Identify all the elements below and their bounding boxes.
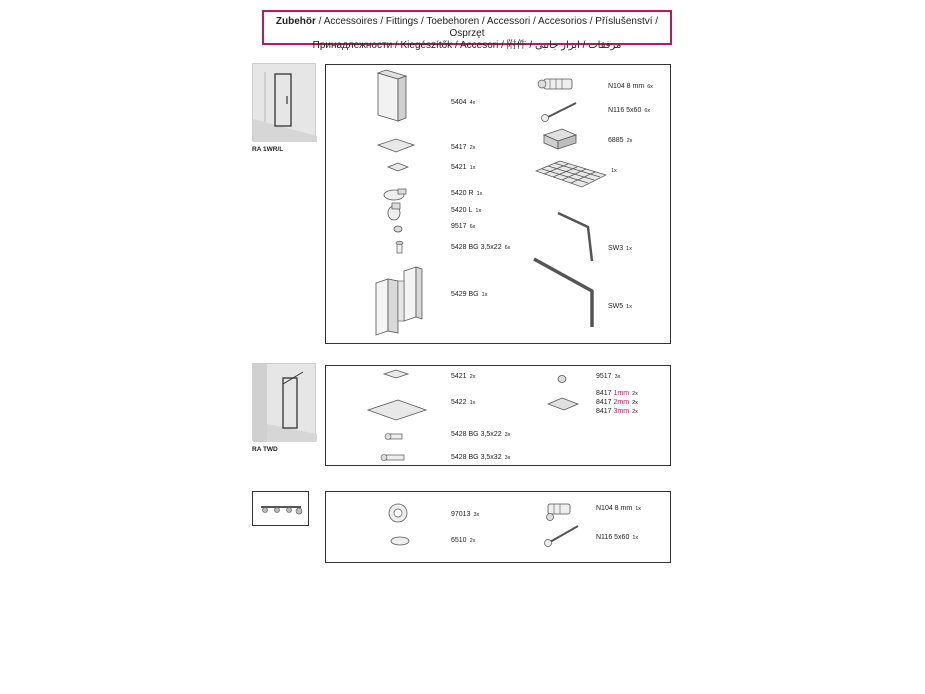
label-5404: 5404 4x bbox=[451, 99, 476, 106]
label-5422: 5422 1x bbox=[451, 399, 476, 406]
part-5420l-icon bbox=[388, 203, 400, 220]
part-5428-icon bbox=[385, 434, 402, 440]
section2-panel bbox=[325, 365, 671, 466]
part-5428-long-icon bbox=[381, 455, 404, 461]
label-sw5: SW5 1x bbox=[608, 303, 632, 310]
part-9517-icon bbox=[394, 226, 402, 232]
part-97013-icon bbox=[389, 504, 407, 522]
thumb-caption-2: RA TWD bbox=[252, 446, 278, 453]
label-n104: N104 8 mm 6x bbox=[608, 83, 653, 90]
thumb-caption: RA 1WR/L bbox=[252, 146, 284, 153]
part-5420r-icon bbox=[384, 189, 406, 200]
label-97013: 97013 3x bbox=[451, 511, 480, 518]
label-5428: 5428 BG 3,5x22 6x bbox=[451, 244, 511, 251]
label-n104: N104 8 mm 1x bbox=[596, 505, 641, 512]
part-n116-icon bbox=[545, 526, 579, 547]
label-n116: N116 5x60 1x bbox=[596, 534, 639, 541]
part-5429-icon bbox=[376, 267, 422, 335]
part-n116-icon bbox=[542, 103, 577, 122]
label-5428-22: 5428 BG 3,5x22 3x bbox=[451, 431, 511, 438]
section2-illustrations bbox=[326, 366, 672, 467]
label-8417-2mm: 8417 2mm 2x bbox=[596, 399, 638, 406]
header-box bbox=[262, 10, 672, 51]
thumb-ra-twd bbox=[252, 363, 316, 441]
label-8417-1mm: 8417 1mm 2x bbox=[596, 390, 638, 397]
thumb-ra-1wrl bbox=[252, 63, 316, 141]
header-line2: Принадлежности / Kiegészítők / Accesori / 附件 / مرفقات / ابزار جانبی bbox=[312, 40, 622, 51]
label-9517: 9517 3x bbox=[596, 373, 621, 380]
part-9517-icon bbox=[558, 376, 566, 383]
part-5421-icon bbox=[384, 370, 408, 378]
part-5428-icon bbox=[396, 241, 403, 253]
label-5421: 5421 1x bbox=[451, 164, 476, 171]
hook-rail-illustration bbox=[253, 492, 310, 527]
shower-door-illustration bbox=[253, 64, 317, 142]
part-sw5-icon bbox=[534, 259, 592, 327]
label-grid-sheet: 1x bbox=[611, 168, 617, 174]
label-sw3: SW3 1x bbox=[608, 245, 632, 252]
part-8417-icon bbox=[548, 398, 578, 410]
label-9517: 9517 6x bbox=[451, 223, 476, 230]
label-5428-32: 5428 BG 3,5x32 3x bbox=[451, 454, 511, 461]
label-6510: 6510 2x bbox=[451, 537, 476, 544]
part-n104-icon bbox=[547, 504, 571, 521]
label-8417-3mm: 8417 3mm 2x bbox=[596, 408, 638, 415]
part-6885-icon bbox=[544, 129, 576, 149]
grid-sheet-icon bbox=[536, 161, 606, 187]
walk-in-panel-illustration bbox=[253, 364, 317, 442]
part-n104-icon bbox=[538, 79, 572, 89]
label-5420l: 5420 L 1x bbox=[451, 207, 482, 214]
part-5421-icon bbox=[388, 163, 408, 171]
part-5422-icon bbox=[368, 400, 426, 420]
section3-panel bbox=[325, 491, 671, 563]
label-6885: 6885 2x bbox=[608, 137, 633, 144]
label-5420r: 5420 R 1x bbox=[451, 190, 483, 197]
label-n116: N116 5x60 6x bbox=[608, 107, 651, 114]
part-5404-icon bbox=[378, 70, 406, 121]
header-line1: Zubehör / Accessoires / Fittings / Toebehoren / Accessori / Accesorios / Příslušenství / Osprzęt bbox=[275, 16, 659, 39]
section3-illustrations bbox=[326, 492, 672, 564]
part-6510-icon bbox=[391, 537, 409, 545]
label-5421: 5421 2x bbox=[451, 373, 476, 380]
label-5429: 5429 BG 1x bbox=[451, 291, 488, 298]
label-5417: 5417 2x bbox=[451, 144, 476, 151]
section1-panel bbox=[325, 64, 671, 344]
thumb-hooks bbox=[252, 491, 309, 526]
part-5417-icon bbox=[378, 139, 414, 152]
part-sw3-icon bbox=[558, 213, 592, 261]
